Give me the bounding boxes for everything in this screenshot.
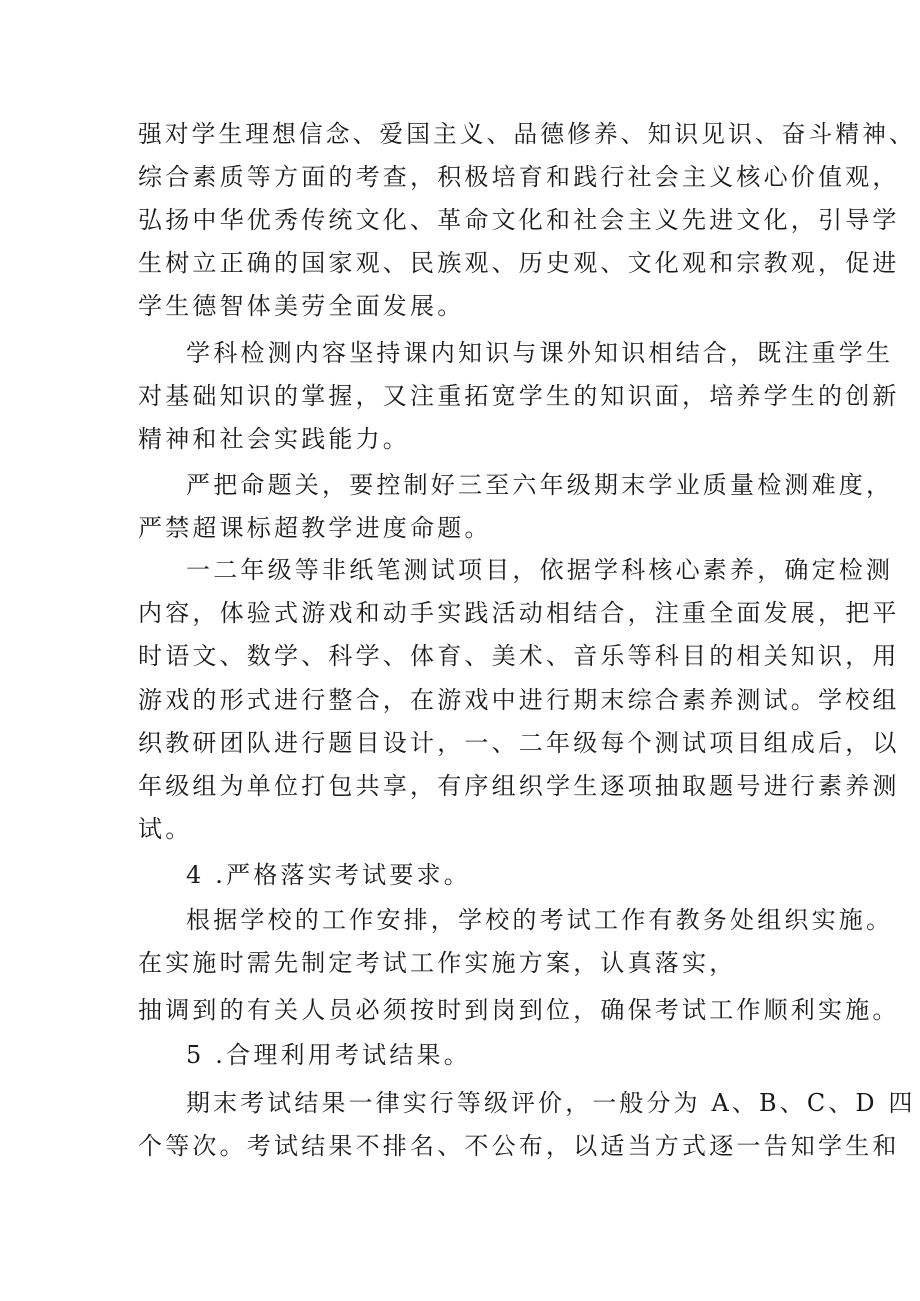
paragraph-first-line: 期末考试结果一律实行等级评价，一般分为 A、B、C、D 四 [186,1089,916,1117]
paragraph-first-line: 根据学校的工作安排，学校的考试工作有教务处组织实施。 [186,906,894,934]
text-line: 游戏的形式进行整合，在游戏中进行期末综合素养测试。学校组 [138,686,900,714]
text-line: 在实施时需先制定考试工作实施方案，认真落实， [138,949,737,977]
text-line: 试。 [138,815,193,843]
text-line: 学生德智体美劳全面发展。 [138,292,465,320]
text-line: 时语文、数学、科学、体育、美术、音乐等科目的相关知识，用 [138,642,900,670]
text-line: 生树立正确的国家观、民族观、历史观、文化观和宗教观，促进 [138,249,900,277]
text-line: 织教研团队进行题目设计，一、二年级每个测试项目组成后，以 [138,729,900,757]
text-line: 对基础知识的掌握，又注重拓宽学生的知识面，培养学生的创新 [138,382,900,410]
text-line: 弘扬中华优秀传统文化、革命文化和社会主义先进文化，引导学 [138,206,900,234]
paragraph-first-line: 一二年级等非纸笔测试项目，依据学科核心素养，确定检测 [186,556,894,584]
text-line: 抽调到的有关人员必须按时到岗到位，确保考试工作顺利实施。 [138,996,900,1024]
text-line: 精神和社会实践能力。 [138,425,410,453]
text-line: 年级组为单位打包共享，有序组织学生逐项抽取题号进行素养测 [138,772,900,800]
text-line: 个等次。考试结果不排名、不公布，以适当方式逐一告知学生和 [138,1132,900,1160]
text-line: 综合素质等方面的考查，积极培育和践行社会主义核心价值观， [138,163,900,191]
text-line: 内容，体验式游戏和动手实践活动相结合，注重全面发展，把平 [138,599,900,627]
text-line: 强对学生理想信念、爱国主义、品德修养、知识见识、奋斗精神、 [138,120,916,148]
paragraph-first-line: 学科检测内容坚持课内知识与课外知识相结合，既注重学生 [186,339,894,367]
paragraph-first-line: 严把命题关，要控制好三至六年级期末学业质量检测难度， [186,471,894,499]
section-heading: 5 .合理利用考试结果。 [186,1041,471,1069]
text-line: 严禁超课标超教学进度命题。 [138,514,492,542]
section-heading: 4 .严格落实考试要求。 [186,861,471,889]
